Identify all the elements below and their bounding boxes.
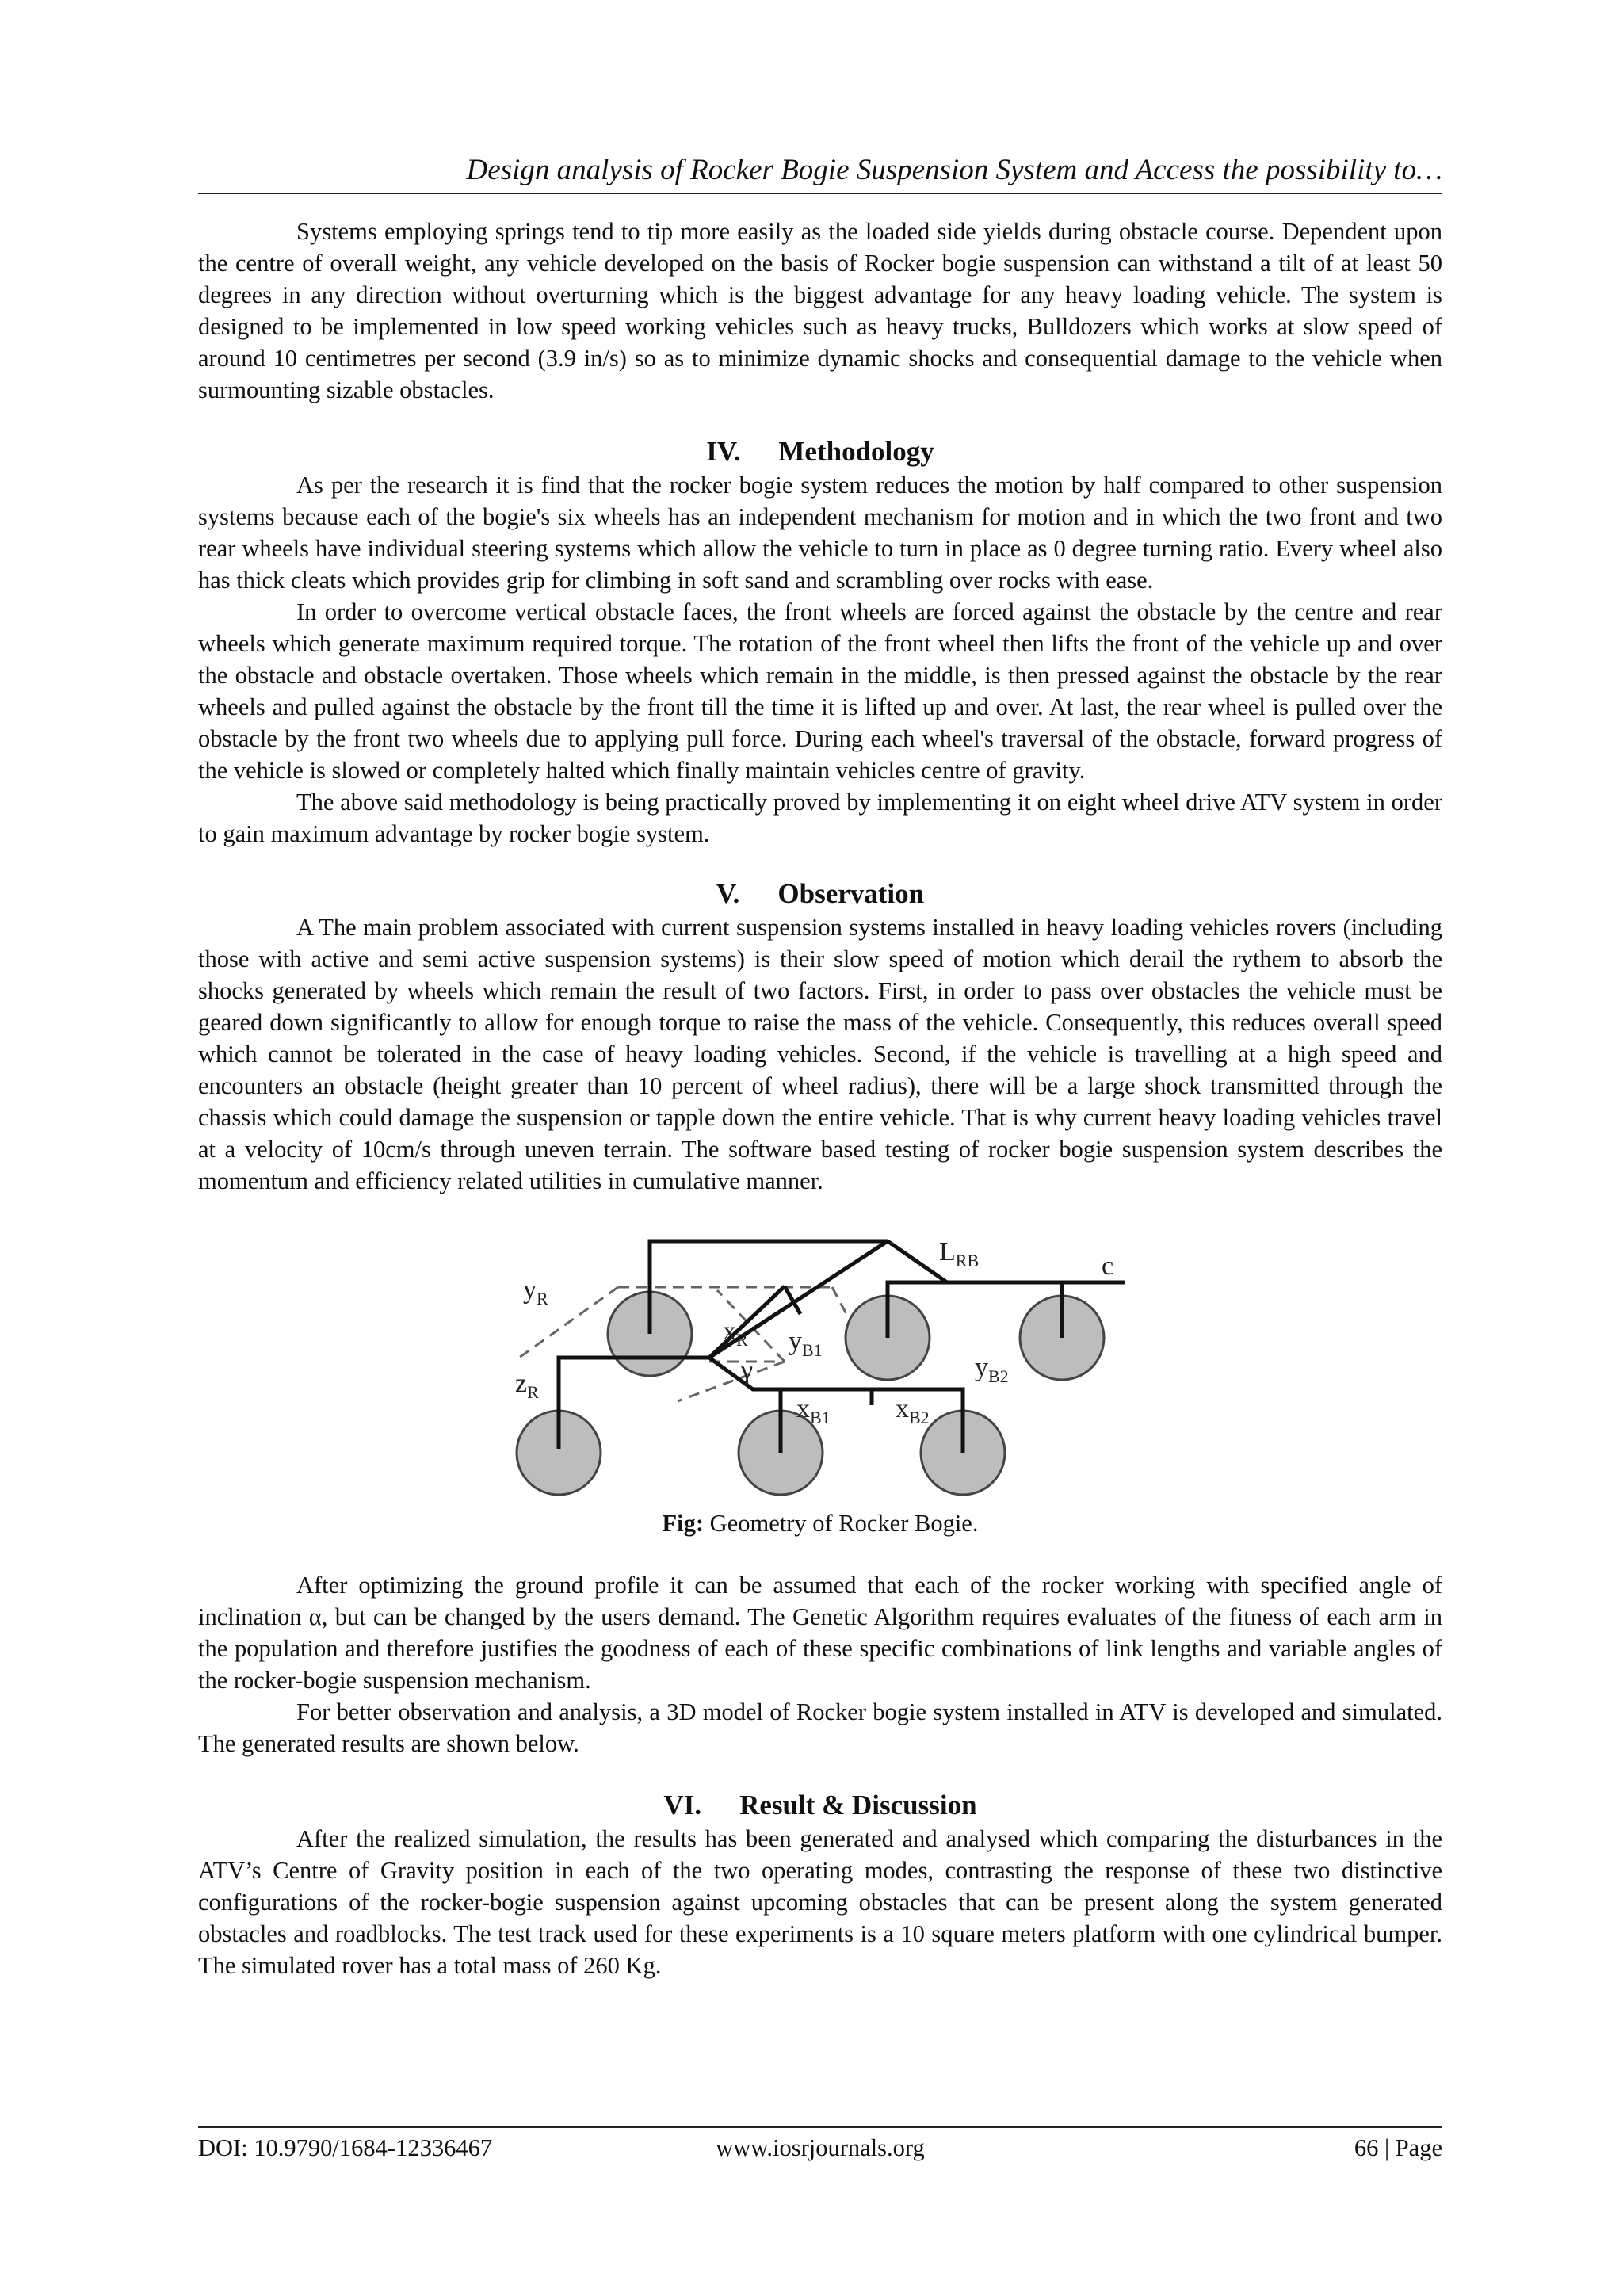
caption-label: Fig: [662,1510,705,1537]
label-yr: $y_R$ [523,1275,548,1308]
methodology-paragraph: In order to overcome vertical obstacle faces, the front wheels are forced against the obstacle by the centre and rear wheels which generate maximum required torque. The rotation of the front wheel then lifts the front of the vehicle up and over the obstacle and obstacle overtaken. Those wheels which remain in the middle, is then pressed against the obstacle by the rear wheels and pulled against the obstacle by the front till the time it is lifted up and over. At last, the rear wheel is pulled over the obstacle by the front two wheels due to applying pull force. During each wheel's traversal of the obstacle, forward progress of the vehicle is slowed or completely halted which finally maintain vehicles centre of gravity. [198,598,1442,784]
rocker-front-diagonal [888,1241,947,1282]
results-paragraph: After the realized simulation, the results has been generated and analysed which comparing the disturbances in the ATV’s Centre of Gravity position in each of the two operating modes, contrasting the response of these two distinctive configurations of the rocker-bogie suspension against upcoming obstacles that can be present along the system generated obstacles and roadblocks. The test track used for these experiments is a 10 square meters platform with one cylindrical bumper. The simulated rover has a total mass of 260 Kg. [198,1825,1442,1979]
section-number: VI. [663,1790,702,1820]
label-gamma: γ [741,1356,754,1385]
observation-paragraph: A The main problem associated with current suspension systems installed in heavy loading vehicles rovers (including those with active and semi active suspension systems) is their slow speed of motion which derail the rythem to absorb the shocks generated by wheels which remain the result of two factors. First, in order to pass over obstacles the vehicle must be geared down significantly to allow for enough torque to raise the mass of the vehicle. Consequently, this reduces overall speed which cannot be tolerated in the case of heavy loading vehicles. Second, if the vehicle is travelling at a high speed and encounters an obstacle (height greater than 10 percent of wheel radius), there will be a large shock transmitted through the chassis which could damage the suspension or tapple down the entire vehicle. That is why current heavy loading vehicles travel at a velocity of 10cm/s through uneven terrain. The software based testing of rocker bogie suspension system describes the momentum and efficiency related utilities in cumulative manner. [198,914,1442,1194]
footer-rule [198,2126,1442,2128]
dashed-link-diagonal [678,1362,785,1401]
article-body [198,216,1442,1981]
section-number: IV. [706,436,741,467]
methodology-paragraph: The above said methodology is being practically proved by implementing it on eight wheel drive ATV system in order to gain maximum advantage by rocker bogie system. [198,789,1442,847]
caption-text: Geometry of Rocker Bogie. [709,1510,979,1537]
label-xb1: $x_{B1}$ [796,1394,831,1427]
analysis-paragraph: For better observation and analysis, a 3D model of Rocker bogie system installed in ATV is developed and simulated. The generated results are shown below. [198,1698,1442,1757]
label-c: c [1102,1251,1114,1281]
label-xr: $x_R$ [723,1316,748,1350]
section-title: Methodology [778,436,934,467]
analysis-paragraph: After optimizing the ground profile it can be assumed that each of the rocker working with specified angle of inclination α, but can be changed by the users demand. The Genetic Algorithm requires evaluates of the fitness of each arm in the population and therefore justifies the goodness of each of these specific combinations of link lengths and variable angles of the rocker-bogie suspension mechanism. [198,1572,1442,1694]
label-lrb: $L_{RB}$ [939,1237,980,1270]
footer-doi: DOI: 10.9790/1684-12336467 [198,2134,493,2161]
figure-caption [198,1507,1442,1539]
section-title: Result & Discussion [739,1790,977,1820]
section-title: Observation [777,878,925,909]
header-rule [198,193,1442,194]
rocker-bogie-diagram [515,1235,1125,1504]
section-number: V. [716,878,740,909]
label-zr: $z_R$ [515,1369,539,1402]
label-yb2: $y_{B2}$ [975,1353,1009,1386]
footer-page-number: 66 | Page [1354,2134,1442,2161]
rocker-bogie-figure [198,1235,1442,1539]
running-header: Design analysis of Rocker Bogie Suspension System and Access the possibility to… [466,154,1442,186]
label-xb2: $x_{B2}$ [896,1394,930,1427]
footer-website: www.iosrjournals.org [716,2134,925,2161]
intro-paragraph: Systems employing springs tend to tip more easily as the loaded side yields during obstacle course. Dependent upon the centre of overall weight, any vehicle developed on the basis of Rocker bogie suspension can withstand a tilt of at least 50 degrees in any direction without overturning which is the biggest advantage for any heavy loading vehicle. The system is designed to be implemented in low speed working vehicles such as heavy trucks, Bulldozers which works at slow speed of around 10 centimetres per second (3.9 in/s) so as to minimize dynamic shocks and consequential damage to the vehicle when surmounting sizable obstacles. [198,218,1442,403]
section-heading-methodology [198,434,1442,469]
label-yb1: $y_{B1}$ [789,1327,823,1360]
methodology-paragraph: As per the research it is find that the rocker bogie system reduces the motion by half compared to other suspension systems because each of the bogie's six wheels has an independent mechanism for motion and in which the two front and two rear wheels have individual steering systems which allow the vehicle to turn in place as 0 degree turning ratio. Every wheel also has thick cleats which provides grip for climbing in soft sand and scrambling over rocks with ease. [198,472,1442,594]
section-heading-results [198,1788,1442,1823]
section-heading-observation [198,877,1442,911]
